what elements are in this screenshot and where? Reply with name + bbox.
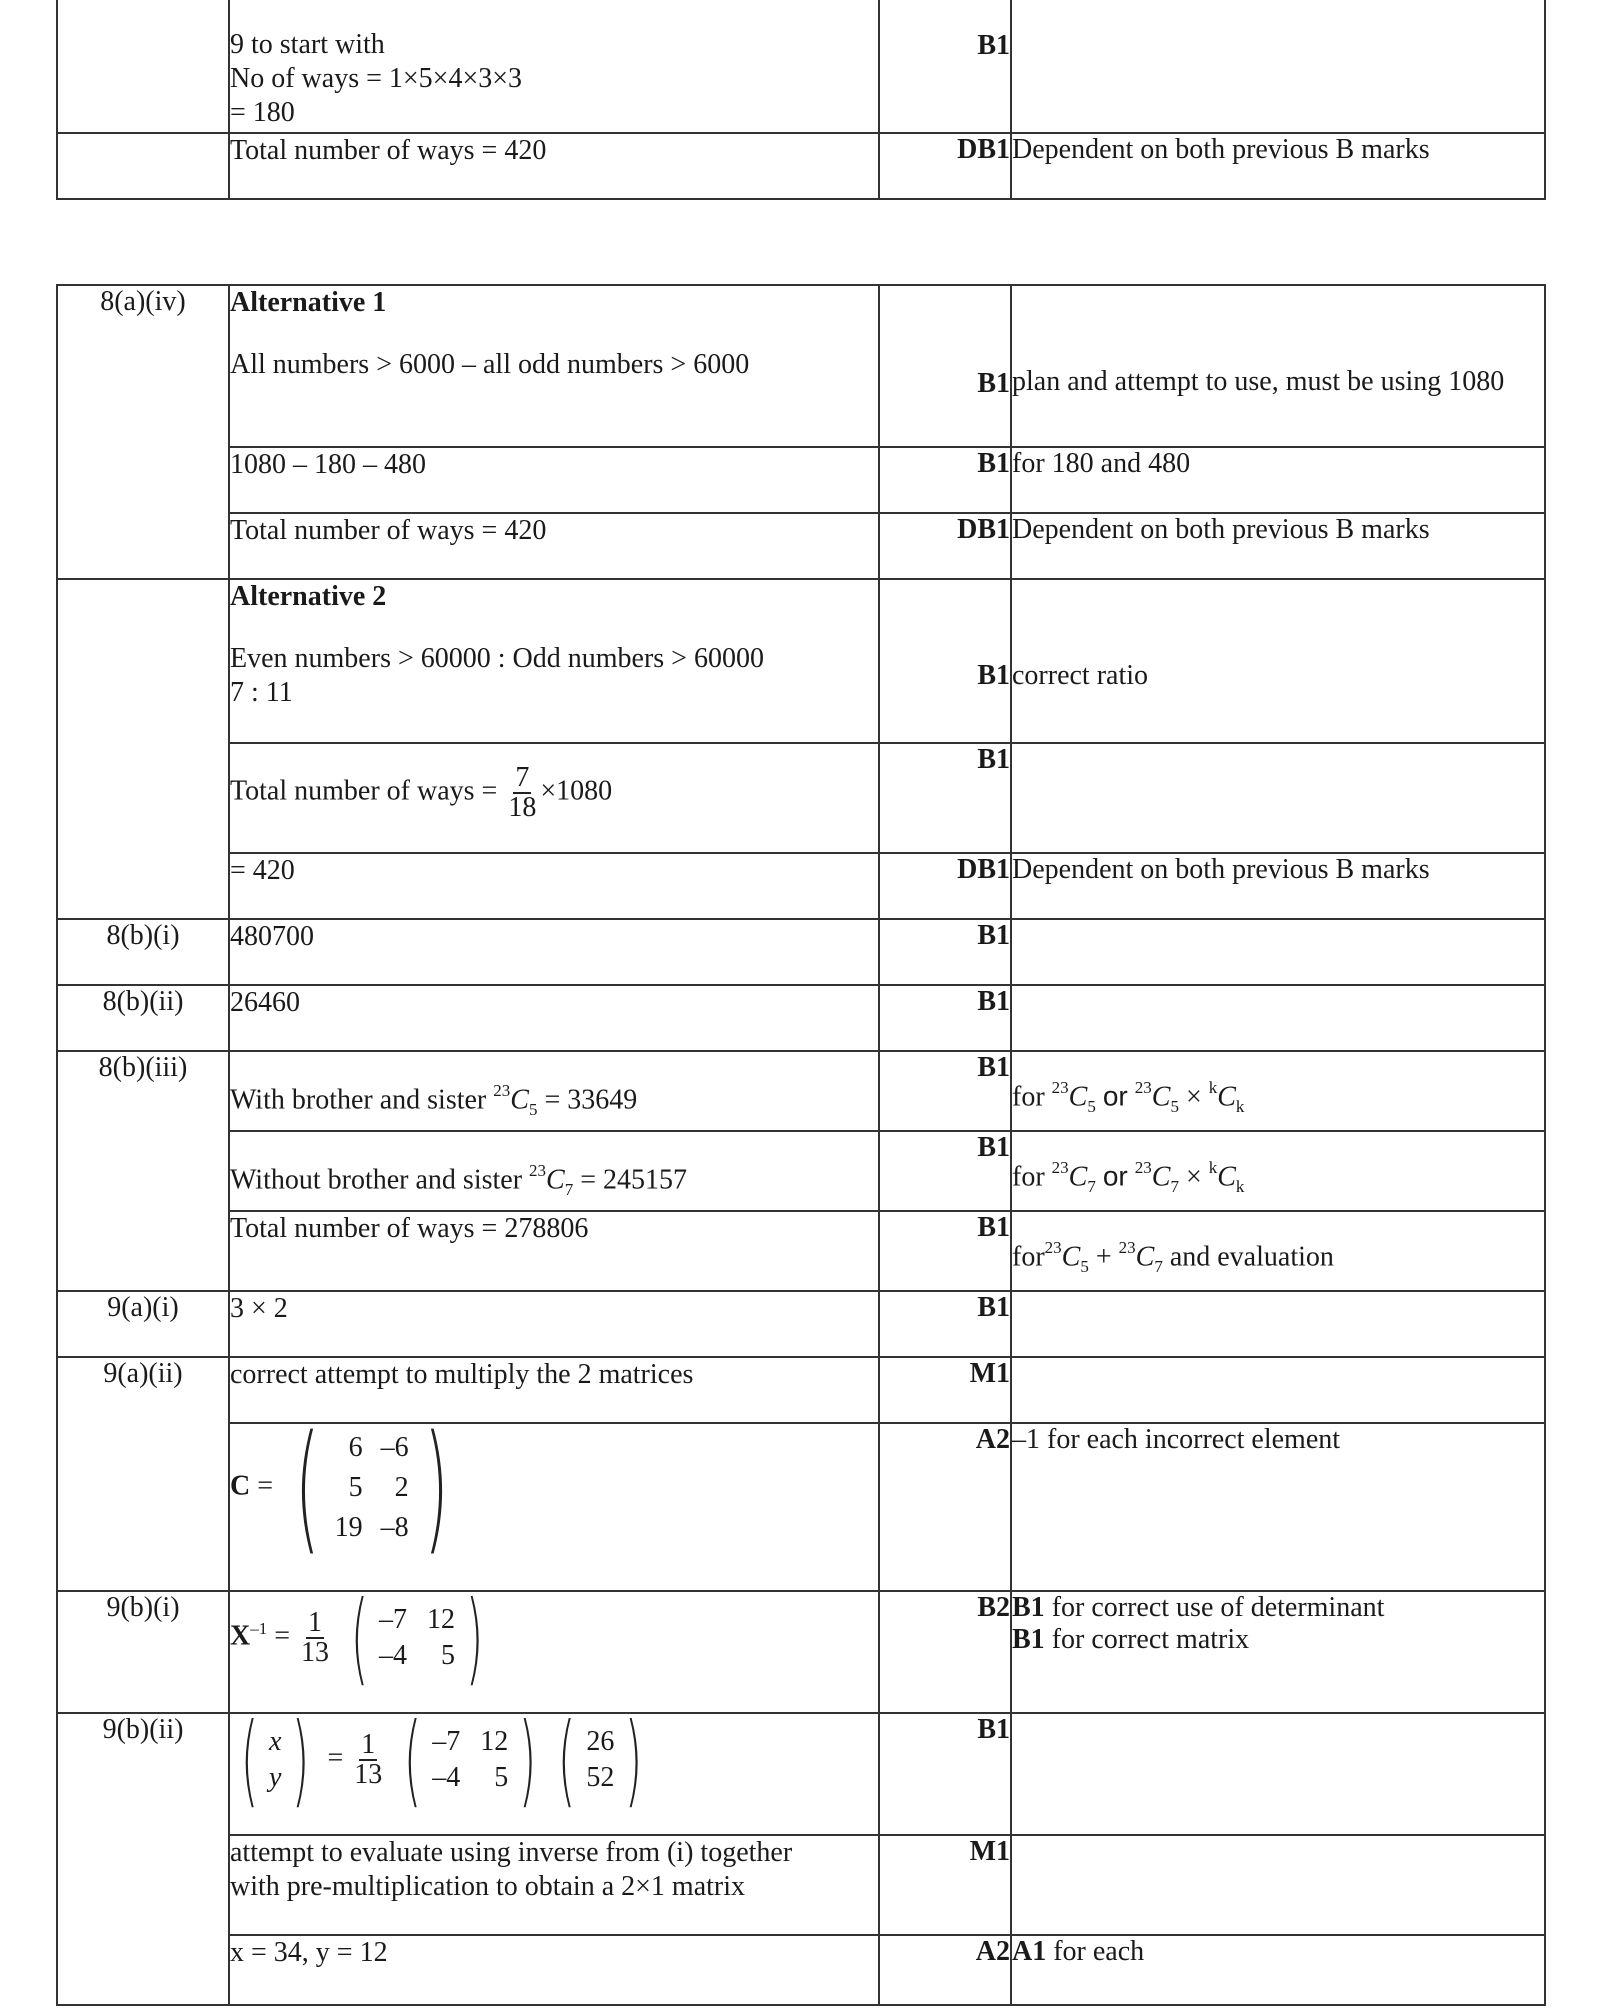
matrix-grid [335, 1430, 409, 1546]
fraction-numerator: 1 [361, 1729, 376, 1760]
combination-symbol: C [1151, 1161, 1171, 1193]
question-number: 8(a)(iv) [57, 285, 229, 579]
answer-cell [229, 1701, 879, 1835]
answer-line: attempt to evaluate using inverse from (i) together [230, 1837, 793, 1868]
answer-cell [229, 1131, 879, 1211]
guidance-cell [1011, 1713, 1545, 1835]
guidance-text: correct ratio [1012, 660, 1149, 691]
times-sign: × [1185, 1161, 1202, 1193]
table-row [57, 1935, 1545, 2005]
guidance-text: or [1102, 1080, 1128, 1112]
matrix-element: 19 [334, 1512, 363, 1543]
matrix-element: 6 [348, 1432, 363, 1463]
combination-symbol: C [1061, 1241, 1081, 1273]
matrix-grid [379, 1602, 455, 1674]
matrix-element: 2 [394, 1472, 409, 1503]
superscript: k [1208, 1078, 1218, 1097]
mark-cell: B1 [879, 1131, 1011, 1211]
mark: B1 [977, 660, 1010, 691]
answer-text: ×1080 [540, 775, 613, 807]
right-paren: ) [423, 1406, 449, 1569]
marking-table-main [56, 284, 1546, 2006]
matrix [340, 1579, 494, 1696]
guidance-text: for correct use of determinant [1051, 1592, 1385, 1623]
subscript: 7 [1087, 1176, 1096, 1196]
guidance-cell [1011, 919, 1545, 985]
plus-sign: + [1095, 1241, 1112, 1273]
matrix [393, 1701, 547, 1818]
superscript: 23 [493, 1081, 511, 1100]
superscript: 23 [1118, 1238, 1136, 1257]
answer-cell: = 420 [229, 853, 879, 919]
guidance-cell: Dependent on both previous B marks [1011, 513, 1545, 579]
mark-cell: M1 [879, 1835, 1011, 1935]
times-sign: × [1185, 1081, 1202, 1113]
table-row [57, 919, 1545, 985]
fraction [301, 1609, 329, 1667]
answer-value: = 245157 [580, 1164, 688, 1196]
table-row [57, 853, 1545, 919]
guidance-mark: B1 [1012, 1624, 1045, 1655]
superscript: 23 [1134, 1078, 1152, 1097]
mark-cell: B2 [879, 1591, 1011, 1713]
fraction-denominator: 13 [301, 1637, 330, 1668]
matrix-c [280, 1406, 463, 1569]
table-row [57, 1713, 1545, 1835]
answer-cell [229, 285, 879, 447]
guidance-cell [1011, 743, 1545, 853]
answer-cell [229, 1406, 879, 1591]
matrix-label: X [230, 1620, 251, 1652]
matrix-element: –6 [380, 1432, 409, 1463]
subscript: 7 [1154, 1256, 1163, 1276]
answer-cell [229, 0, 879, 133]
table-row [57, 743, 1545, 853]
matrix-element: –7 [379, 1604, 408, 1635]
left-paren: ( [295, 1406, 320, 1569]
table-row [57, 133, 1545, 199]
mark-cell: A2 [879, 1935, 1011, 2005]
superscript: 23 [1051, 1158, 1069, 1177]
superscript: 23 [1134, 1158, 1152, 1177]
guidance-cell: Dependent on both previous B marks [1011, 133, 1545, 199]
table-row [57, 1591, 1545, 1713]
mark-cell: B1 [879, 985, 1011, 1051]
guidance-cell [1011, 285, 1545, 447]
alternative-heading: Alternative 2 [230, 581, 387, 612]
answer-cell [229, 1579, 879, 1713]
guidance-cell: for 180 and 480 [1011, 447, 1545, 513]
equals-sign: = [274, 1620, 291, 1652]
subscript: 7 [1170, 1176, 1179, 1196]
question-cell [57, 0, 229, 133]
table-row [57, 1423, 1545, 1591]
table-row [57, 447, 1545, 513]
left-paren: ( [403, 1701, 422, 1818]
matrix-element: 12 [427, 1604, 456, 1635]
combination-symbol: C [1217, 1161, 1236, 1193]
marking-table-top [56, 0, 1546, 200]
guidance-text: for each [1053, 1936, 1145, 1967]
question-cell [57, 133, 229, 199]
alternative-heading: Alternative 1 [230, 287, 387, 318]
matrix-element: 12 [480, 1726, 509, 1757]
guidance-cell [1011, 1935, 1545, 2005]
left-paren: ( [558, 1701, 576, 1818]
table-row [57, 285, 1545, 447]
table-row [57, 0, 1545, 133]
mark-cell: B1 [879, 919, 1011, 985]
matrix-element: 5 [441, 1640, 456, 1671]
guidance-cell: –1 for each incorrect element [1011, 1423, 1545, 1591]
fraction [508, 764, 536, 822]
mark-cell [879, 285, 1011, 447]
answer-line: with pre-multiplication to obtain a 2×1 matrix [230, 1871, 746, 1902]
guidance-cell [1011, 1291, 1545, 1357]
guidance-text: for [1012, 1081, 1045, 1113]
answer-cell: 1080 – 180 – 480 [229, 447, 879, 513]
vector-rhs [547, 1701, 653, 1818]
equals-sign: = [257, 1470, 274, 1502]
subscript: 7 [564, 1179, 574, 1199]
guidance-mark: B1 [1012, 1592, 1045, 1623]
right-paren: ) [625, 1701, 643, 1818]
table-row [57, 513, 1545, 579]
question-number: 9(b)(ii) [57, 1713, 229, 2005]
answer-cell [229, 743, 879, 853]
matrix-element: –4 [379, 1640, 408, 1671]
answer-line: Even numbers > 60000 : Odd numbers > 60000 [230, 643, 764, 674]
fraction-denominator: 18 [508, 792, 537, 823]
guidance-text: for correct matrix [1051, 1624, 1250, 1655]
guidance-cell [1011, 1211, 1545, 1291]
matrix-element: –8 [380, 1512, 409, 1543]
combination-symbol: C [1068, 1081, 1088, 1113]
answer-line: = 180 [230, 97, 295, 128]
answer-cell: Total number of ways = 278806 [229, 1211, 879, 1291]
matrix-element: –7 [432, 1726, 461, 1757]
matrix-element: –4 [432, 1762, 461, 1793]
table-row [57, 1291, 1545, 1357]
question-number: 9(b)(i) [57, 1591, 229, 1713]
answer-line: No of ways = 1×5×4×3×3 [230, 63, 523, 94]
answer-cell: Total number of ways = 420 [229, 133, 879, 199]
subscript: k [1235, 1176, 1245, 1196]
matrix-label: C [230, 1470, 251, 1502]
answer-cell: 3 × 2 [229, 1291, 879, 1357]
answer-cell [229, 1835, 879, 1935]
guidance-text: for [1012, 1241, 1045, 1273]
mark-cell: B1 [879, 1291, 1011, 1357]
guidance-cell [1011, 1051, 1545, 1131]
answer-cell [229, 1051, 879, 1131]
table-row [57, 1357, 1545, 1423]
table-row [57, 1211, 1545, 1291]
mark-cell: B1 [879, 1713, 1011, 1835]
mark-cell: DB1 [879, 513, 1011, 579]
answer-text: Without brother and sister [230, 1164, 523, 1196]
answer-cell: correct attempt to multiply the 2 matrices [229, 1357, 879, 1423]
combination-symbol: C [1135, 1241, 1155, 1273]
table-row [57, 985, 1545, 1051]
mark-cell: B1 [879, 1051, 1011, 1131]
answer-text: Total number of ways = [230, 775, 498, 807]
vector-element: 52 [586, 1762, 615, 1793]
mark-cell: DB1 [879, 853, 1011, 919]
answer-cell [229, 1935, 879, 2005]
question-number: 9(a)(ii) [57, 1357, 229, 1591]
vector-element: x [269, 1726, 282, 1757]
subscript: k [1235, 1096, 1245, 1116]
answer-value: = 33649 [544, 1084, 638, 1116]
answer-text: x = 34, y = 12 [230, 1937, 388, 1968]
answer-line: 7 : 11 [230, 677, 293, 708]
answer-cell: 480700 [229, 919, 879, 985]
right-paren: ) [465, 1579, 484, 1696]
equals-sign: = [327, 1742, 344, 1774]
guidance-cell [1011, 0, 1545, 133]
mark-cell: B1 [879, 1211, 1011, 1291]
vector-element: y [269, 1762, 282, 1793]
left-paren: ( [240, 1701, 259, 1818]
left-paren: ( [350, 1579, 369, 1696]
mark-cell: A2 [879, 1423, 1011, 1591]
vector-grid [586, 1724, 614, 1796]
mark-cell: B1 [879, 0, 1011, 133]
vector-xy [230, 1701, 320, 1818]
question-number: 8(b)(i) [57, 919, 229, 985]
matrix-element: 5 [494, 1762, 509, 1793]
superscript: 23 [1051, 1078, 1069, 1097]
fraction-numerator: 7 [515, 762, 530, 793]
mark: B1 [977, 368, 1010, 399]
mark-cell: M1 [879, 1357, 1011, 1423]
question-number: 9(a)(i) [57, 1291, 229, 1357]
guidance-cell [1011, 1591, 1545, 1713]
question-number: 8(b)(iii) [57, 1051, 229, 1291]
mark-cell: B1 [879, 447, 1011, 513]
combination-symbol: C [1151, 1081, 1171, 1113]
guidance-cell [1011, 1357, 1545, 1423]
answer-cell [229, 579, 879, 743]
vector-element: 26 [586, 1726, 615, 1757]
right-paren: ) [519, 1701, 537, 1818]
answer-line: 9 to start with [230, 29, 385, 60]
matrix-element: 5 [348, 1472, 363, 1503]
subscript: 5 [1170, 1096, 1179, 1116]
subscript: 5 [1087, 1096, 1096, 1116]
table-row [57, 1131, 1545, 1211]
fraction [354, 1731, 382, 1789]
guidance-cell [1011, 985, 1545, 1051]
fraction-denominator: 13 [354, 1759, 383, 1790]
answer-line: All numbers > 6000 – all odd numbers > 6000 [230, 349, 750, 380]
mark-cell: DB1 [879, 133, 1011, 199]
combination-symbol: C [1217, 1081, 1236, 1113]
answer-cell: 26460 [229, 985, 879, 1051]
matrix-grid [432, 1724, 508, 1796]
combination-symbol: C [1068, 1161, 1088, 1193]
answer-cell: Total number of ways = 420 [229, 513, 879, 579]
superscript: 23 [1044, 1238, 1062, 1257]
mark-cell [879, 579, 1011, 743]
subscript: 5 [1080, 1256, 1089, 1276]
guidance-text: or [1102, 1160, 1128, 1192]
answer-text: With brother and sister [230, 1084, 487, 1116]
guidance-text: for [1012, 1161, 1045, 1193]
combination-symbol: C [510, 1084, 529, 1116]
question-cell [57, 579, 229, 919]
guidance-mark: A1 [1012, 1936, 1047, 1967]
question-number: 8(b)(ii) [57, 985, 229, 1051]
combination-symbol: C [546, 1164, 565, 1196]
table-row [57, 579, 1545, 743]
table-row [57, 1051, 1545, 1131]
superscript: –1 [250, 1619, 268, 1639]
right-paren: ) [292, 1701, 310, 1818]
guidance-cell [1011, 1131, 1545, 1211]
superscript: k [1208, 1158, 1218, 1177]
mark-cell: B1 [879, 743, 1011, 853]
guidance-cell [1011, 1835, 1545, 1935]
guidance-text: and evaluation [1169, 1241, 1334, 1273]
guidance-cell: Dependent on both previous B marks [1011, 853, 1545, 919]
superscript: 23 [529, 1161, 547, 1180]
vector-grid [269, 1724, 281, 1796]
table-row [57, 1835, 1545, 1935]
fraction-numerator: 1 [308, 1607, 323, 1638]
subscript: 5 [528, 1099, 538, 1119]
guidance-cell [1011, 579, 1545, 743]
guidance-text: plan and attempt to use, must be using 1080 [1012, 366, 1505, 397]
